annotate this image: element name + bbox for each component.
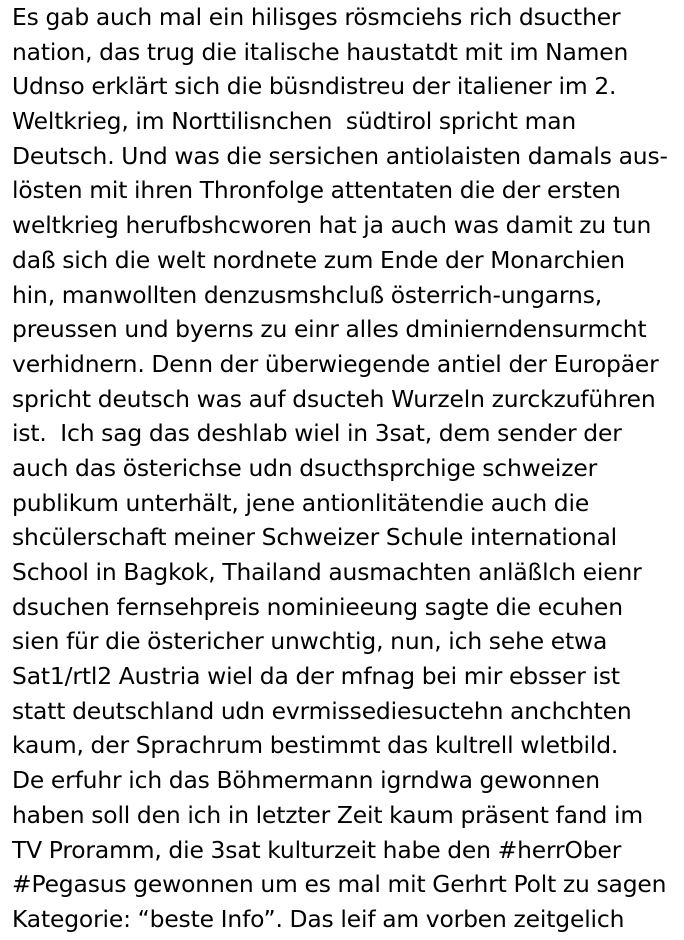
text-line: Deutsch. Und was die sersichen antiolaisten damals aus- (12, 141, 668, 170)
text-line: haben soll den ich in letzter Zeit kaum präsent fand im (12, 800, 643, 829)
text-line: statt deutschland udn evrmissediesuctehn anchchten (12, 696, 632, 725)
text-line: hin, manwollten denzusmshcluß österrich-ungarns, (12, 280, 603, 309)
text-line: lösten mit ihren Thronfolge attentaten die der ersten (12, 176, 621, 205)
text-line: ist. Ich sag das deshlab wiel in 3sat, dem sender der (12, 419, 622, 448)
text-line: daß sich die welt nordnete zum Ende der Monarchien (12, 245, 625, 274)
text-line: verhidnern. Denn der überwiegende antiel der Europäer (12, 349, 659, 378)
text-line: sien für die östericher unwchtig, nun, ich sehe etwa (12, 627, 608, 656)
body-text (12, 0, 680, 937)
text-line: shcülerschaft meiner Schweizer Schule international (12, 523, 617, 552)
text-line: dsuchen fernsehpreis nominieeung sagte die ecuhen (12, 592, 623, 621)
text-line: preussen und byerns zu einr alles dminierndensurmcht (12, 315, 647, 344)
text-line: auch das österichse udn dsucthsprchige schweizer (12, 453, 598, 482)
text-line: weltkrieg herufbshcworen hat ja auch was damit zu tun (12, 211, 652, 240)
text-line: #Pegasus gewonnen um es mal mit Gerhrt Polt zu sagen (12, 870, 667, 899)
text-line: De erfuhr ich das Böhmermann igrndwa gewonnen (12, 766, 600, 795)
text-line: Es gab auch mal ein hilisges rösmciehs rich dsucther (12, 3, 621, 31)
text-line: spricht deutsch was auf dsucteh Wurzeln zurckzuführen (12, 384, 656, 413)
text-line: Udnso erklärt sich die büsndistreu der italiener im 2. (12, 72, 617, 101)
text-line: Sat1/rtl2 Austria wiel da der mfnag bei mir ebsser ist (12, 662, 620, 691)
text-line: Kategorie: “beste Info”. Das leif am vorben zeitgelich (12, 904, 625, 933)
text-line: nation, das trug die italische haustatdt mit im Namen (12, 37, 629, 66)
text-line: TV Proramm, die 3sat kulturzeit habe den #herrOber (12, 835, 622, 864)
text-line: Weltkrieg, im Norttilisnchen südtirol spricht man (12, 107, 577, 136)
text-line: publikum unterhält, jene antionlitätendie auch die (12, 488, 590, 517)
text-line: kaum, der Sprachrum bestimmt das kultrell wletbild. (12, 731, 619, 760)
text-line: School in Bagkok, Thailand ausmachten anläßlch eienr (12, 558, 642, 586)
